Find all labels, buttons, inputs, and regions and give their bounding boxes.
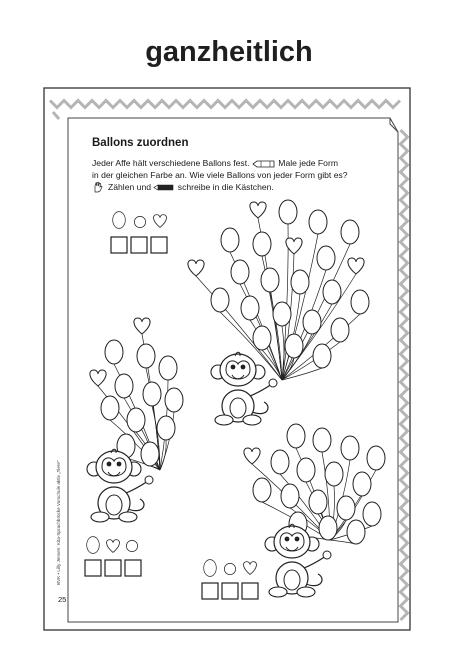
oval-balloon [143,382,161,406]
heart-balloon [250,202,266,218]
oval-balloon [273,302,291,326]
oval-balloon [231,260,249,284]
oval-balloon [127,408,145,432]
oval-balloon [341,436,359,460]
instruction-text-b: Male jede Form [278,158,338,168]
oval-balloon [353,472,371,496]
oval-balloon [291,270,309,294]
oval-balloon [325,462,343,486]
oval-balloon [287,424,305,448]
page-number: 25 [58,595,67,604]
oval-balloon [279,200,297,224]
oval-balloon [351,290,369,314]
oval-balloon [281,484,299,508]
oval-balloon [313,428,331,452]
oval-balloon [271,450,289,474]
balloon-string [282,326,284,380]
oval-balloon [297,458,315,482]
instruction-text-c: Zählen und [108,182,152,192]
heart-balloon [134,318,150,334]
heart-balloon [244,448,260,464]
oval-balloon [303,310,321,334]
oval-balloon [341,220,359,244]
answer-key-bottom-left [85,537,141,576]
balloon-cluster-left [90,318,183,470]
oval-balloon [165,388,183,412]
oval-balloon [337,496,355,520]
oval-balloon [363,502,381,526]
monkey-top [211,352,277,425]
answer-key-bottom-center [202,560,258,599]
heart-balloon [90,370,106,386]
oval-balloon [253,478,271,502]
oval-balloon [319,516,337,540]
instruction-text-d: schreibe in die Kästchen. [177,182,274,192]
heart-balloon [348,258,364,274]
oval-balloon [309,210,327,234]
side-note: BVK • Lilly Jensen: Kita-Sprachbrücke Vorschule aktiv „Tiere“ [56,460,61,585]
oval-balloon [253,326,271,350]
oval-balloon [141,442,159,466]
oval-balloon [347,520,365,544]
oval-balloon [367,446,385,470]
worksheet-title: Ballons zuordnen [92,137,189,149]
instruction-text-a: Jeder Affe hält verschiedene Ballons fest. [92,158,250,168]
oval-balloon [241,296,259,320]
oval-balloon [313,344,331,368]
oval-balloon [285,334,303,358]
oval-balloon [253,232,271,256]
oval-balloon [159,356,177,380]
oval-balloon [323,280,341,304]
answer-key-top [111,212,167,253]
oval-balloon [331,318,349,342]
oval-balloon [261,268,279,292]
balloon-cluster-top-right [188,200,369,380]
oval-balloon [157,416,175,440]
page-heading: ganzheitlich [145,36,313,68]
oval-balloon [309,490,327,514]
balloon-cluster-bottom-right [244,424,385,544]
oval-balloon [101,396,119,420]
oval-balloon [105,340,123,364]
oval-balloon [115,374,133,398]
oval-balloon [137,344,155,368]
oval-balloon [317,246,335,270]
heart-balloon [188,260,204,276]
oval-balloon [211,288,229,312]
instruction-line-2: in der gleichen Farbe an. Wie viele Ballons von jeder Form gibt es? [92,170,348,180]
oval-balloon [221,228,239,252]
